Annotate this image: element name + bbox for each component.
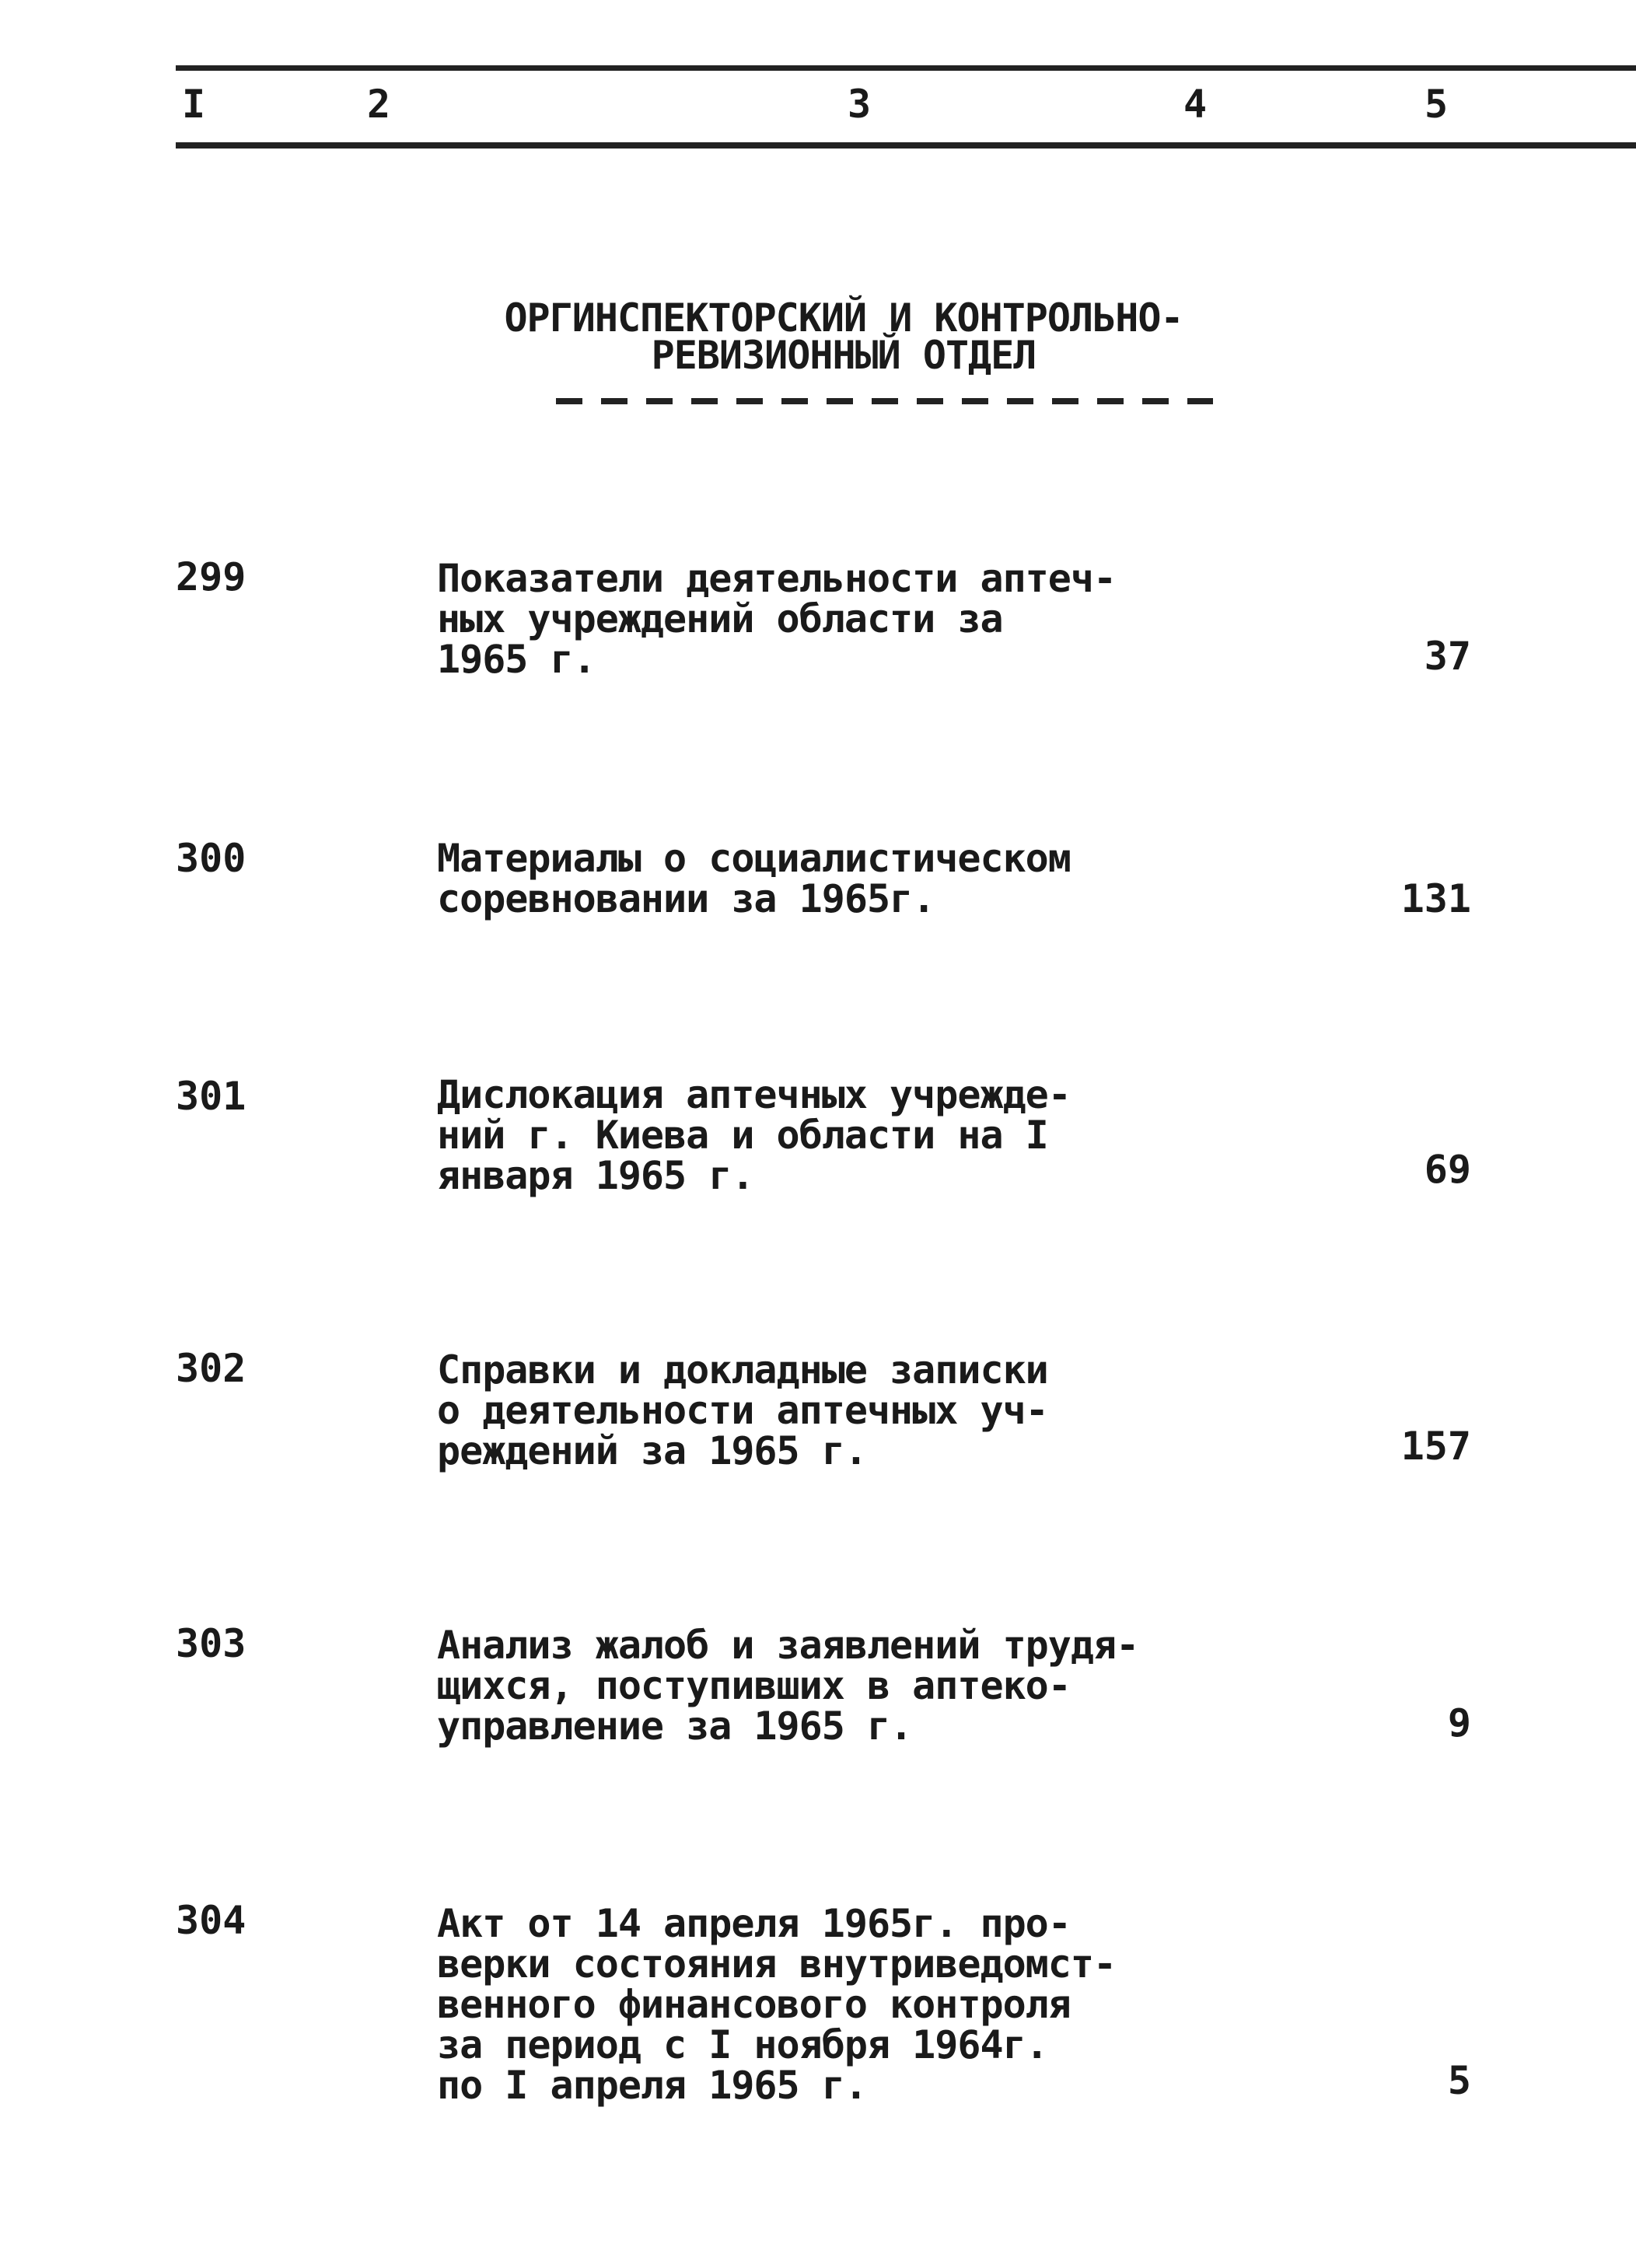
entry-description-line: ний г. Киева и области на I [437, 1113, 1048, 1158]
entry-page-count: 9 [1447, 1700, 1471, 1746]
entry-description-line: Показатели деятельности аптеч- [437, 556, 1117, 601]
entry-page-count: 5 [1447, 2058, 1471, 2103]
entry-description-line: верки состояния внутриведомст- [437, 1941, 1117, 1987]
entry-description-line: Акт от 14 апреля 1965г. про- [437, 1901, 1071, 1946]
entry-description-line: Анализ жалоб и заявлений трудя- [437, 1623, 1139, 1668]
section-title [435, 295, 1252, 378]
column-number-5: 5 [1425, 82, 1449, 127]
entry-description-line: января 1965 г. [437, 1153, 754, 1198]
column-number-4: 4 [1183, 82, 1208, 127]
entry-page-count: 37 [1424, 634, 1471, 679]
header-bottom-rule [176, 142, 1636, 149]
entry-description [437, 838, 1199, 919]
column-number-2: 2 [367, 82, 391, 127]
entry-description-line: управление за 1965 г. [437, 1704, 913, 1749]
entry-description [437, 1903, 1199, 2106]
header-top-rule [176, 65, 1636, 71]
entry-page-count: 157 [1400, 1424, 1471, 1469]
entry-number: 302 [176, 1346, 246, 1391]
column-number-1: I [182, 82, 206, 127]
entry-number: 304 [176, 1898, 246, 1943]
entry-description-line: Материалы о социалистическом [437, 836, 1071, 881]
entry-description-line: реждений за 1965 г. [437, 1428, 867, 1473]
entry-description-line: по I апреля 1965 г. [437, 2063, 867, 2108]
entry-page-count: 131 [1400, 876, 1471, 921]
entry-description-line: 1965 г. [437, 637, 596, 682]
entry-description [437, 1072, 1199, 1198]
section-title-dashed-underline [556, 398, 1213, 404]
entry-description-line: ных учреждений области за [437, 596, 1003, 641]
entry-description-line: о деятельности аптечных уч- [437, 1388, 1048, 1433]
section-title-line: РЕВИЗИОННЫЙ ОТДЕЛ [651, 333, 1036, 378]
entry-description-line: за период с I ноября 1964г. [437, 2022, 1048, 2067]
entry-number: 301 [176, 1074, 246, 1119]
entry-number: 299 [176, 554, 246, 599]
section-title-line: ОРГИНСПЕКТОРСКИЙ И КОНТРОЛЬНО- [504, 295, 1183, 341]
entry-description [437, 558, 1199, 680]
entry-description-line: Дислокация аптечных учрежде- [437, 1072, 1071, 1117]
column-number-3: 3 [848, 82, 872, 127]
entry-number: 300 [176, 836, 246, 881]
entry-description [437, 1347, 1199, 1473]
entry-description-line: щихся, поступивших в аптеко- [437, 1663, 1071, 1708]
entry-number: 303 [176, 1621, 246, 1666]
entry-description-line: Справки и докладные записки [437, 1347, 1048, 1393]
entry-description-line: венного финансового контроля [437, 1982, 1071, 2027]
entry-description [437, 1623, 1199, 1749]
entry-description-line: соревновании за 1965г. [437, 876, 935, 921]
entry-page-count: 69 [1424, 1147, 1471, 1192]
